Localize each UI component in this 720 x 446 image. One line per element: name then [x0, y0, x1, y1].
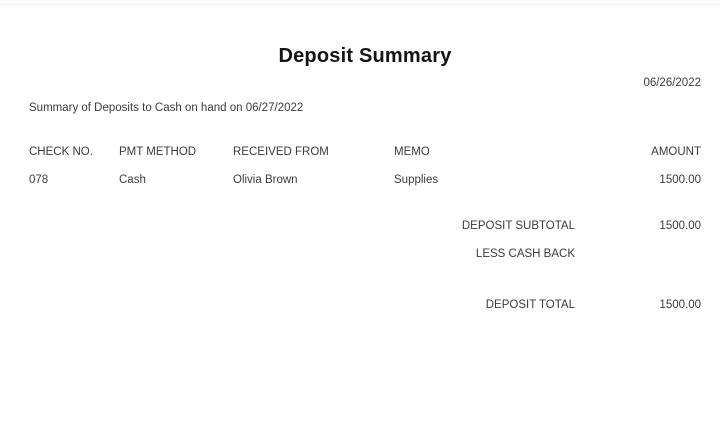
less-cash-back-amount: [575, 248, 701, 261]
cell-check-no: 078: [29, 174, 49, 186]
deposit-subtotal-row: [29, 220, 701, 233]
table-header-row: [29, 146, 701, 159]
less-cash-back-label: LESS CASH BACK: [475, 248, 575, 260]
cell-pmt-method: Cash: [119, 174, 146, 186]
page-title: Deposit Summary: [278, 45, 452, 67]
column-header-pmt-method: PMT METHOD: [119, 146, 197, 158]
top-edge-strip: [0, 0, 720, 5]
column-header-amount: AMOUNT: [651, 146, 701, 158]
column-header-check-no: CHECK NO.: [29, 146, 93, 158]
cell-amount: 1500.00: [659, 174, 701, 186]
less-cash-back-row: [29, 248, 701, 261]
table-row: [29, 174, 701, 187]
cell-received-from: Olivia Brown: [233, 174, 298, 186]
column-header-received-from: RECEIVED FROM: [233, 146, 329, 158]
deposit-total-row: [29, 299, 701, 312]
report-date: 06/26/2022: [643, 77, 701, 89]
deposit-total-amount: 1500.00: [659, 299, 701, 311]
deposit-subtotal-amount: 1500.00: [659, 220, 701, 232]
deposit-total-label: DEPOSIT TOTAL: [485, 299, 575, 311]
deposit-subtotal-label: DEPOSIT SUBTOTAL: [461, 220, 575, 232]
summary-line: Summary of Deposits to Cash on hand on 06/27/2022: [29, 102, 304, 114]
document-body: [0, 44, 720, 312]
cell-memo: Supplies: [394, 174, 439, 186]
column-header-memo: MEMO: [394, 146, 430, 158]
